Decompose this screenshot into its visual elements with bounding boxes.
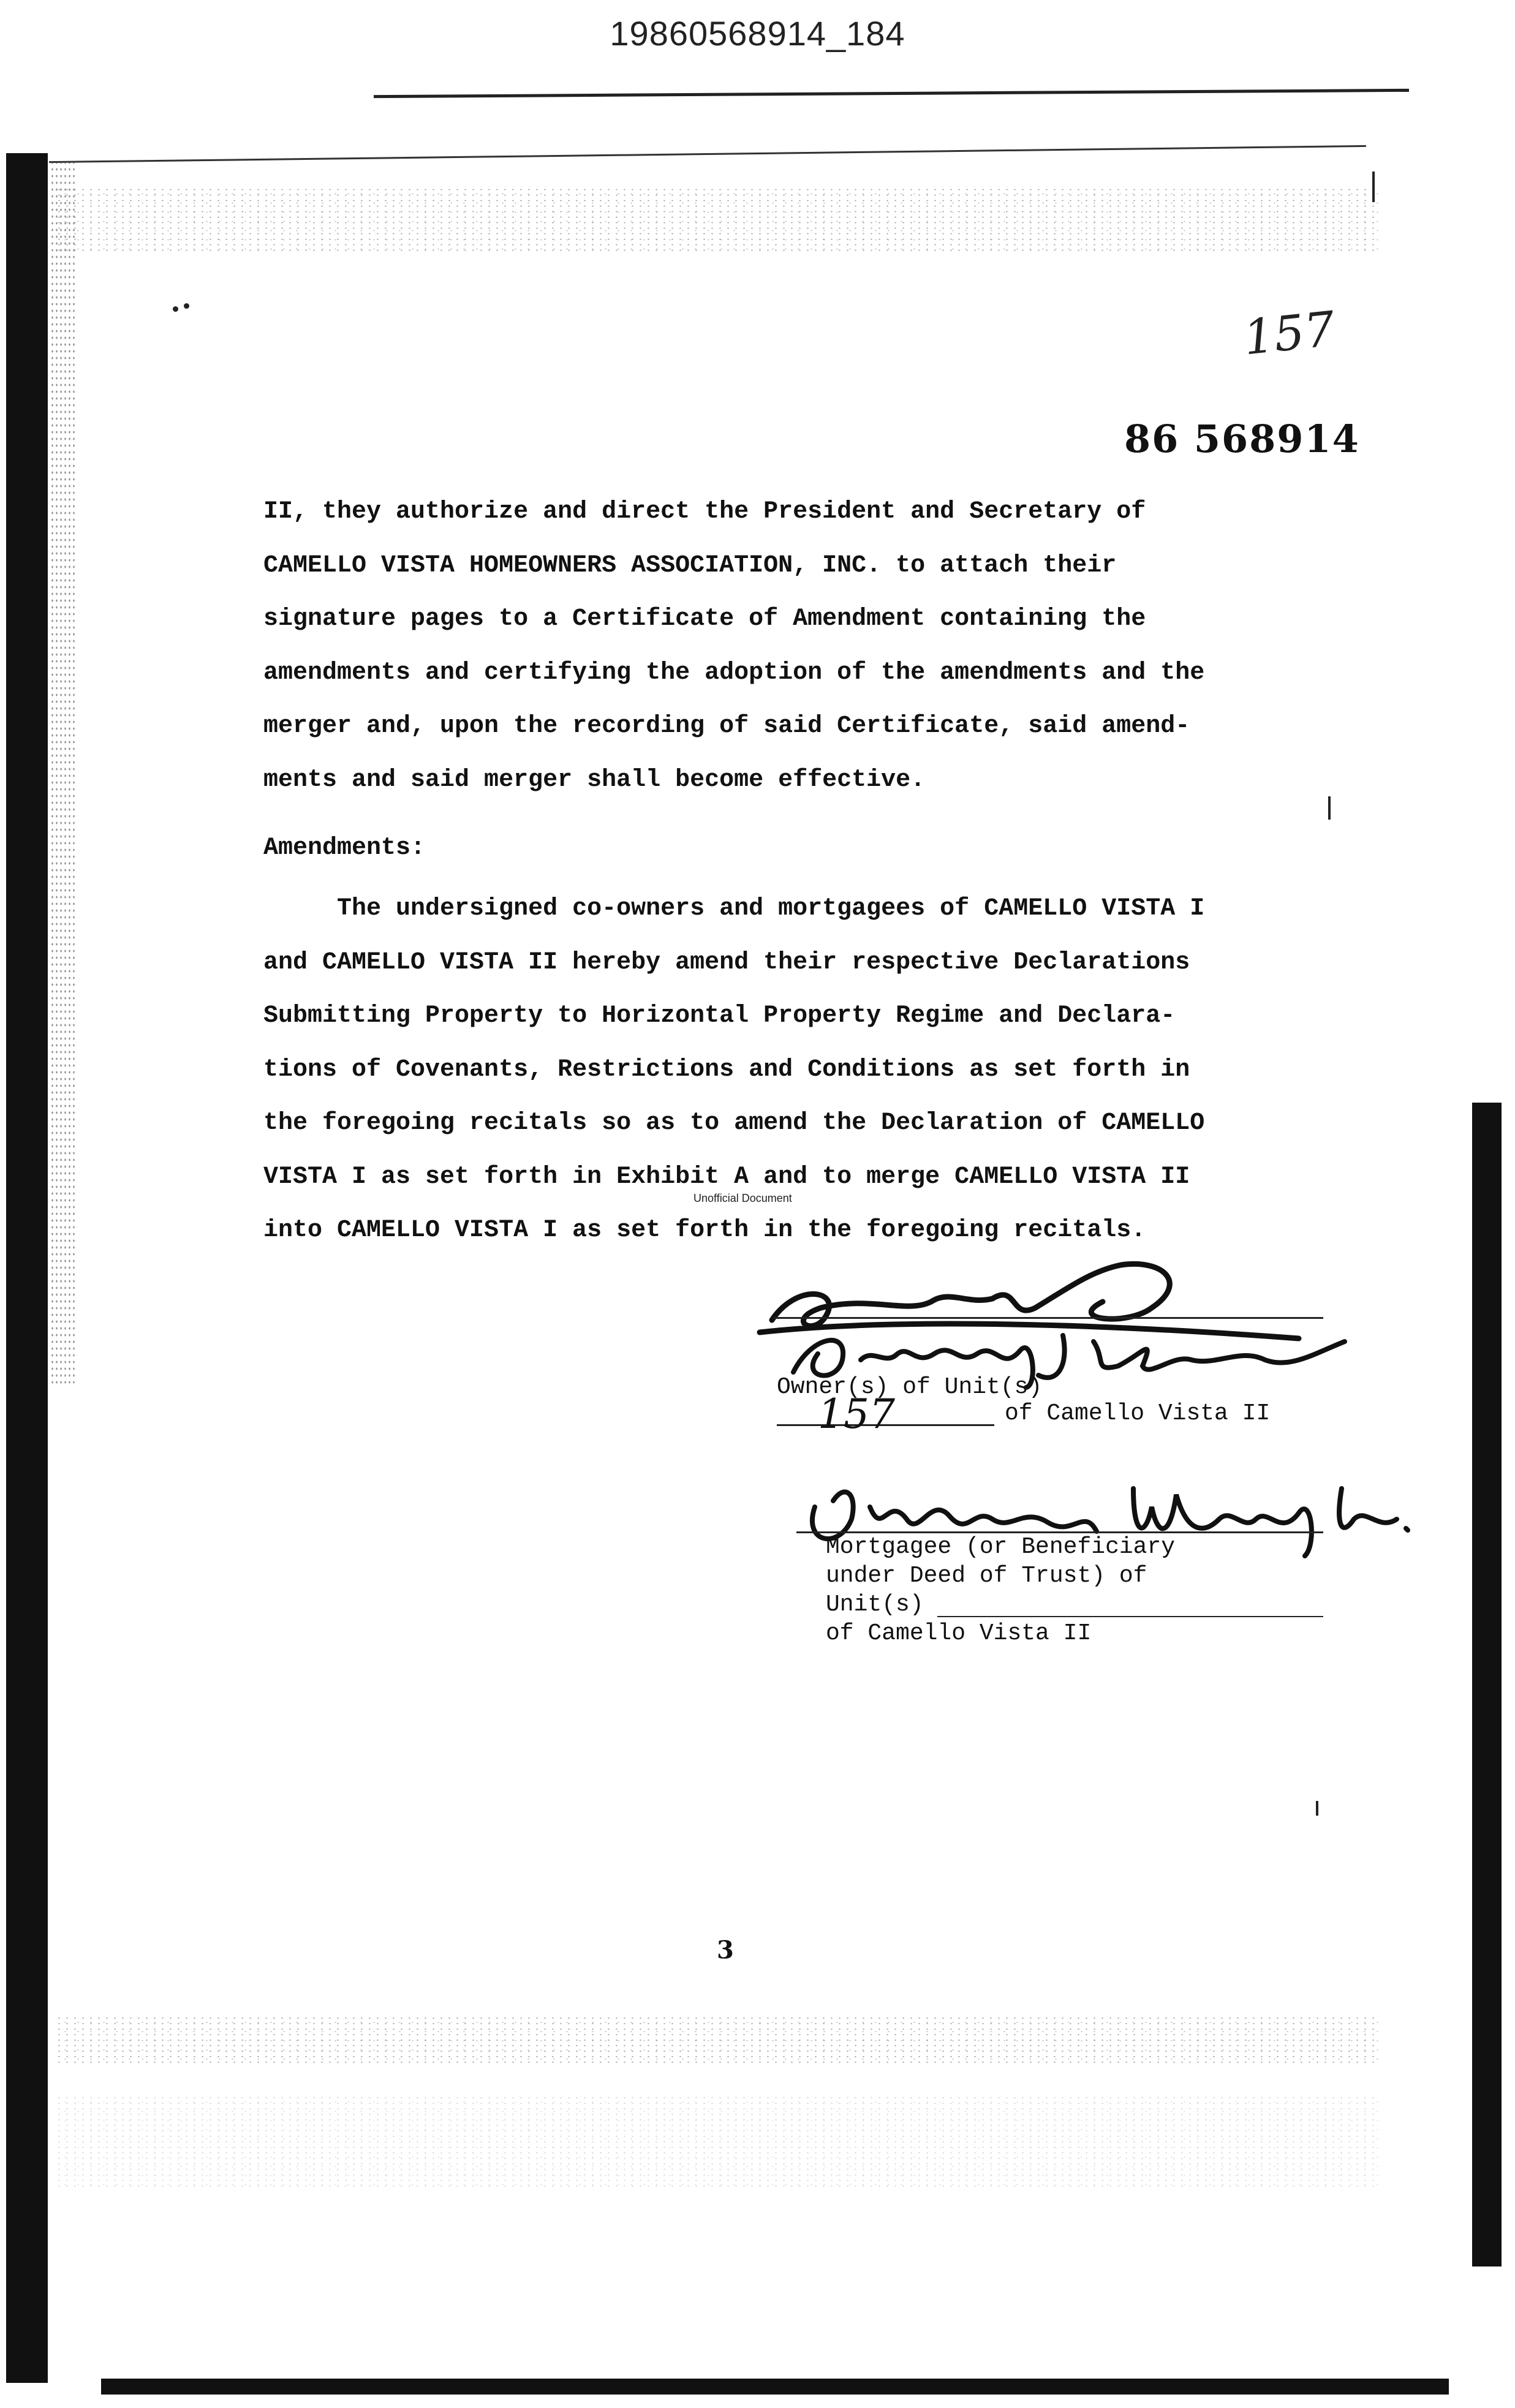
handwritten-page-mark: 157 [1241,301,1338,366]
text-line: amendments and certifying the adoption of the amendments and the [263,659,1205,687]
scan-border-left [6,153,48,2383]
text-line: merger and, upon the recording of said Certificate, said amend- [263,712,1190,740]
scan-edge-line [374,89,1409,98]
unit-number-line [937,1616,1323,1617]
scan-noise [50,159,75,1384]
scan-noise [55,2015,1378,2064]
text-line: tions of Covenants, Restrictions and Conditions as set forth in [263,1055,1190,1084]
text-line: signature pages to a Certificate of Amendment containing the [263,605,1146,633]
page-number: 3 [717,1936,734,1965]
text-line: The undersigned co-owners and mortgagees of CAMELLO VISTA I [263,895,1205,923]
scan-noise [55,187,1378,254]
amendments-paragraph [263,882,1354,1258]
document-id: 19860568914_184 [610,14,905,53]
text-line: CAMELLO VISTA HOMEOWNERS ASSOCIATION, INC. to attach their [263,551,1117,579]
owner-units-label: Owner(s) of Unit(s) [777,1374,1043,1400]
text-line: II, they authorize and direct the President and Secretary of [263,498,1146,526]
mortgagee-label-line-3: Unit(s) [826,1591,924,1618]
watermark-text: Unofficial Document [693,1192,792,1204]
mortgagee-label-line-4: of Camello Vista II [826,1620,1092,1647]
text-line: ments and said merger shall become effective. [263,766,926,794]
mortgagee-label-line-1: Mortgagee (or Beneficiary [826,1534,1176,1560]
scan-speck [1316,1801,1318,1816]
scan-speck [1372,172,1375,202]
scan-noise [55,2095,1378,2187]
text-line: into CAMELLO VISTA I as set forth in the foregoing recitals. [263,1217,1146,1244]
scan-border-bottom [101,2379,1449,2395]
mortgagee-label-line-2: under Deed of Trust) of [826,1563,1147,1589]
text-line: and CAMELLO VISTA II hereby amend their respective Declarations [263,948,1190,976]
amendments-heading: Amendments: [263,834,426,862]
text-line: the foregoing recitals so as to amend the Declaration of CAMELLO [263,1109,1205,1137]
recording-number: 86 568914 [1124,417,1360,461]
scan-speck [184,303,189,309]
text-line: VISTA I as set forth in Exhibit A and to merge CAMELLO VISTA II [263,1163,1190,1191]
owner-project-label: of Camello Vista II [1005,1400,1271,1427]
owner-unit-number: 157 [818,1391,895,1438]
scan-border-right [1472,1103,1502,2266]
scan-edge-line [49,145,1366,163]
text-line: Submitting Property to Horizontal Property Regime and Declara- [263,1002,1176,1030]
scan-speck [173,306,178,312]
recital-paragraph [263,485,1336,807]
